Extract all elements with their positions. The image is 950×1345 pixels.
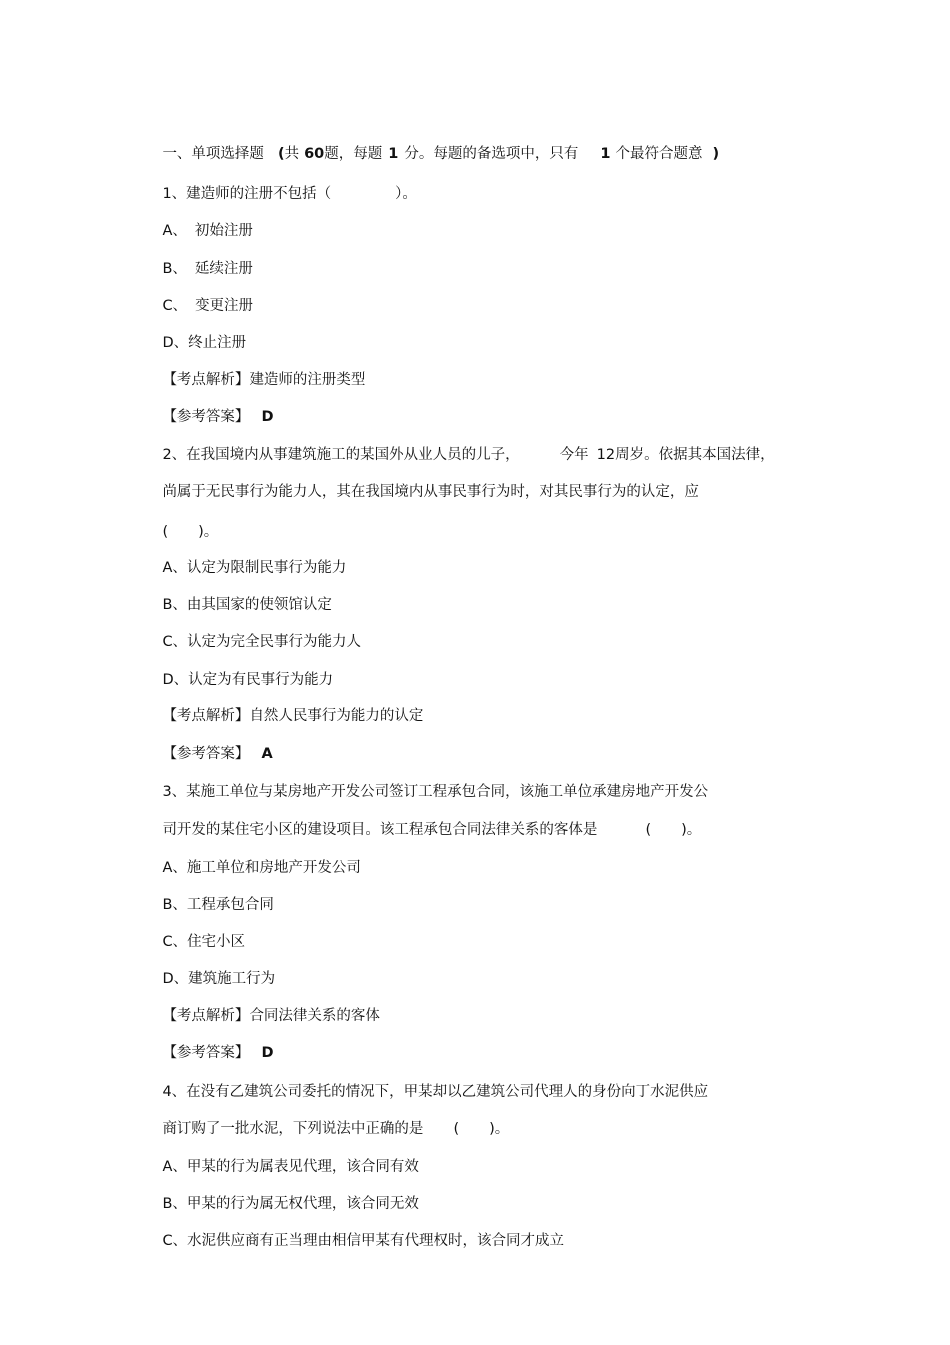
question-3-stem-line-2: 司开发的某住宅小区的建设项目。该工程承包合同法律关系的客体是 ( )。 — [162, 822, 702, 838]
question-2-stem-line-3: ( )。 — [162, 524, 219, 540]
question-2-option-b: B、由其国家的使领馆认定 — [162, 597, 332, 613]
question-2-option-c: C、认定为完全民事行为能力人 — [162, 634, 362, 650]
question-3-analysis: 【考点解析】合同法律关系的客体 — [162, 1008, 380, 1024]
question-1-option-a: A、 初始注册 — [162, 223, 253, 239]
question-1-stem: 1、建造师的注册不包括（ ）。 — [162, 186, 417, 202]
question-2-stem-line-2: 尚属于无民事行为能力人，其在我国境内从事民事行为时，对其民事行为的认定，应 — [162, 484, 699, 500]
question-2-answer: 【参考答案】 A — [162, 746, 273, 762]
question-4-stem-line-1: 4、在没有乙建筑公司委托的情况下，甲某却以乙建筑公司代理人的身份向丁水泥供应 — [162, 1084, 709, 1100]
question-2-stem-line-1: 2、在我国境内从事建筑施工的某国外从业人员的儿子， 今年 12周岁。依据其本国法律， — [162, 447, 775, 463]
question-3-stem-line-1: 3、某施工单位与某房地产开发公司签订工程承包合同，该施工单位承建房地产开发公 — [162, 784, 709, 800]
question-3-answer: 【参考答案】 D — [162, 1045, 274, 1061]
question-4-stem-line-2: 商订购了一批水泥，下列说法中正确的是 ( )。 — [162, 1121, 510, 1137]
question-2-analysis: 【考点解析】自然人民事行为能力的认定 — [162, 708, 424, 724]
question-1-option-d: D、终止注册 — [162, 335, 247, 351]
section-title: 一、单项选择题 — [162, 146, 264, 162]
question-1-option-b: B、 延续注册 — [162, 261, 253, 277]
question-3-option-c: C、住宅小区 — [162, 934, 246, 950]
question-3-option-b: B、工程承包合同 — [162, 897, 274, 913]
question-4-option-a: A、甲某的行为属表见代理，该合同有效 — [162, 1159, 419, 1175]
section-header: 一、单项选择题 (共 60题，每题 1 分。每题的备选项中，只有 1 个最符合题意 ) — [162, 146, 720, 162]
question-3-option-a: A、施工单位和房地产开发公司 — [162, 860, 361, 876]
question-3-option-d: D、建筑施工行为 — [162, 971, 276, 987]
question-4-option-b: B、甲某的行为属无权代理，该合同无效 — [162, 1196, 419, 1212]
question-1-option-c: C、 变更注册 — [162, 298, 254, 314]
question-2-option-a: A、认定为限制民事行为能力 — [162, 560, 347, 576]
question-2-option-d: D、认定为有民事行为能力 — [162, 672, 334, 688]
question-1-analysis: 【考点解析】建造师的注册类型 — [162, 372, 366, 388]
question-1-answer: 【参考答案】 D — [162, 409, 274, 425]
question-4-option-c: C、水泥供应商有正当理由相信甲某有代理权时，该合同才成立 — [162, 1233, 565, 1249]
